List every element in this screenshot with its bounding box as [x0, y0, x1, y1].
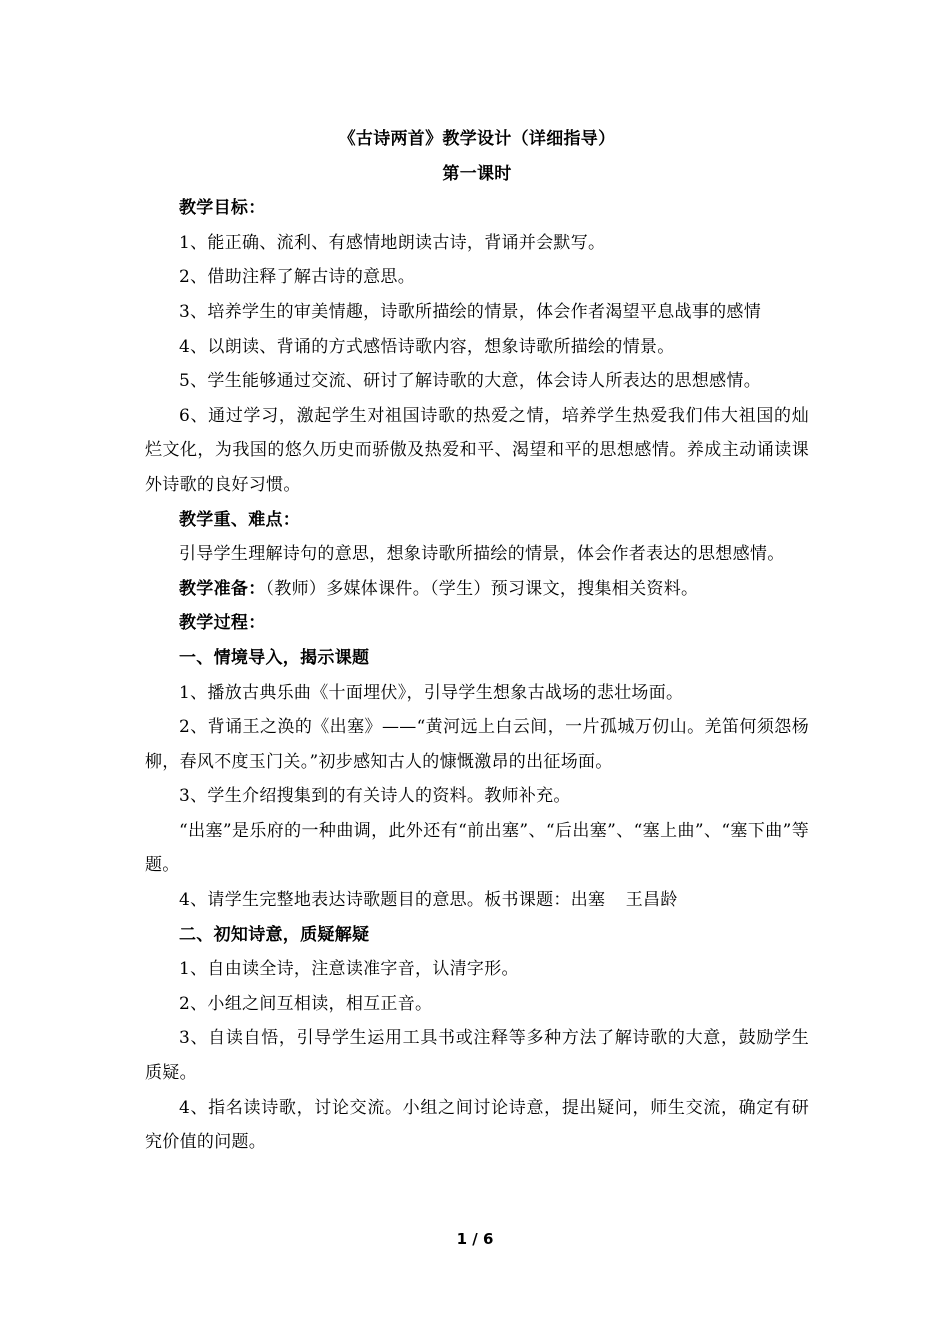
- process-heading: 教学过程：: [179, 613, 266, 634]
- section-1-item-4: [145, 883, 809, 918]
- doc-subtitle: 第一课时: [442, 163, 512, 184]
- section-2-item: 4、指名读诗歌，讨论交流。小组之间讨论诗意，提出疑问，师生交流，确定有研究价值的问题。: [145, 1097, 809, 1153]
- objective-item: 4、以朗读、背诵的方式感悟诗歌内容，想象诗歌所描绘的情景。: [179, 336, 675, 357]
- section-1-item: “出塞”是乐府的一种曲调，此外还有“前出塞”、“后出塞”、“塞上曲”、“塞下曲”等题。: [145, 820, 809, 876]
- key-points-heading: 教学重、难点：: [179, 509, 301, 530]
- section-1-item-4-author: 王昌龄: [625, 890, 678, 911]
- document-body: [145, 122, 809, 1160]
- section-1-heading: 一、情境导入，揭示课题: [179, 647, 370, 668]
- preparation-line: [145, 572, 809, 607]
- section-1-item: 1、播放古典乐曲《十面埋伏》，引导学生想象古战场的悲壮场面。: [179, 682, 684, 703]
- key-points-text: 引导学生理解诗句的意思，想象诗歌所描绘的情景，体会作者表达的思想感情。: [179, 544, 785, 565]
- section-1-item: 3、学生介绍搜集到的有关诗人的资料。教师补充。: [179, 786, 571, 807]
- objective-item: 5、学生能够通过交流、研讨了解诗歌的大意，体会诗人所表达的思想感情。: [179, 371, 762, 392]
- section-1-item-4-text: 4、请学生完整地表达诗歌题目的意思。板书课题：出塞: [179, 890, 606, 911]
- objectives-heading: 教学目标：: [179, 198, 266, 219]
- objective-item: 2、借助注释了解古诗的意思。: [179, 267, 416, 288]
- section-1-item: 2、背诵王之涣的《出塞》——“黄河远上白云间，一片孤城万仞山。羌笛何须怨杨柳，春风不度玉门关。”初步感知古人的慷慨激昂的出征场面。: [145, 717, 809, 772]
- preparation-text: （教师）多媒体课件。（学生）预习课文，搜集相关资料。: [265, 578, 699, 599]
- section-2-item: 3、自读自悟，引导学生运用工具书或注释等多种方法了解诗歌的大意，鼓励学生质疑。: [145, 1028, 809, 1084]
- objective-item: 6、通过学习，激起学生对祖国诗歌的热爱之情，培养学生热爱我们伟大祖国的灿烂文化，为我国的悠久历史而骄傲及热爱和平、渴望和平的思想感情。养成主动诵读课外诗歌的良好习惯。: [145, 405, 809, 495]
- objective-item: 1、能正确、流利、有感情地朗读古诗，背诵并会默写。: [179, 232, 606, 253]
- section-2-item: 2、小组之间互相读，相互正音。: [179, 993, 433, 1014]
- page-number: 1 / 6: [456, 1230, 494, 1248]
- section-2-item: 1、自由读全诗，注意读准字音，认清字形。: [179, 959, 519, 980]
- section-2-heading: 二、初知诗意，质疑解疑: [179, 924, 370, 945]
- objective-item: 3、培养学生的审美情趣，诗歌所描绘的情景，体会作者渴望平息战事的感情: [179, 301, 762, 322]
- doc-title: 《古诗两首》教学设计（详细指导）: [338, 129, 616, 149]
- preparation-label: 教学准备：: [179, 578, 266, 599]
